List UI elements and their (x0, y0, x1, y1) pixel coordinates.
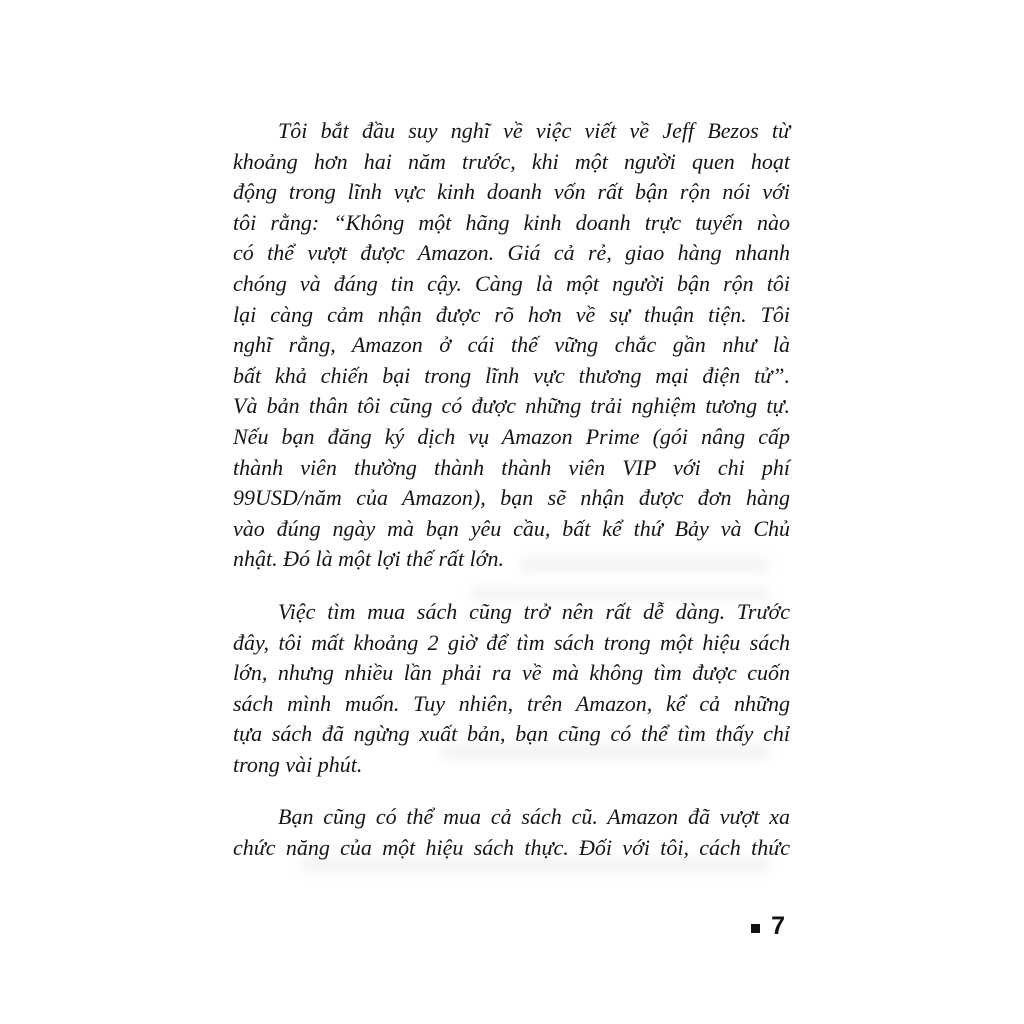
text-line: khoảng hơn hai năm trước, khi một người quen hoạt (233, 148, 790, 174)
text-line: Và bản thân tôi cũng có được những trải nghiệm tương tự. (233, 393, 790, 419)
text-line: Việc tìm mua sách cũng trở nên rất dễ dàng. Trước (278, 598, 790, 624)
text-line: thành viên thường thành thành viên VIP với chi phí (233, 454, 790, 480)
text-line: lại càng cảm nhận được rõ hơn về sự thuận tiện. Tôi (233, 301, 790, 327)
text-line: 99USD/năm của Amazon), bạn sẽ nhận được đơn hàng (233, 485, 790, 511)
text-line: Bạn cũng có thể mua cả sách cũ. Amazon đã vượt xa (278, 804, 790, 830)
paragraph (233, 116, 790, 575)
paragraph (233, 802, 790, 863)
text-line: Tôi bắt đầu suy nghĩ về việc viết về Jeff Bezos từ (278, 118, 790, 143)
text-line: động trong lĩnh vực kinh doanh vốn rất bận rộn nói với (233, 179, 790, 205)
text-line: nhật. Đó là một lợi thế rất lớn. (233, 546, 504, 572)
text-line: sách mình muốn. Tuy nhiên, trên Amazon, kể cả những (233, 690, 790, 716)
text-line: nghĩ rằng, Amazon ở cái thế vững chắc gần như là (233, 332, 790, 358)
text-line: có thể vượt được Amazon. Giá cả rẻ, giao hàng nhanh (233, 240, 790, 266)
text-line: trong vài phút. (233, 751, 363, 777)
page-footer (233, 912, 785, 941)
text-line: bất khả chiến bại trong lĩnh vực thương mại điện tử”. (233, 362, 790, 388)
text-line: tựa sách đã ngừng xuất bản, bạn cũng có thể tìm thấy chỉ (233, 721, 790, 747)
text-line: chóng và đáng tin cậy. Càng là một người bận rộn tôi (233, 270, 790, 296)
text-line: tôi rằng: “Không một hãng kinh doanh trực tuyến nào (233, 209, 790, 235)
paragraph (233, 597, 790, 781)
text-line: lớn, nhưng nhiều lần phải ra về mà không tìm được cuốn (233, 660, 790, 686)
text-line: chức năng của một hiệu sách thực. Đối với tôi, cách thức (233, 835, 790, 861)
text-line: đây, tôi mất khoảng 2 giờ để tìm sách trong một hiệu sách (233, 629, 790, 655)
page-marker-square-icon (751, 924, 760, 933)
body-text (233, 116, 790, 864)
page-number: 7 (771, 912, 785, 940)
text-line: Nếu bạn đăng ký dịch vụ Amazon Prime (gói nâng cấp (233, 423, 790, 449)
text-line: vào đúng ngày mà bạn yêu cầu, bất kể thứ Bảy và Chủ (233, 515, 790, 541)
